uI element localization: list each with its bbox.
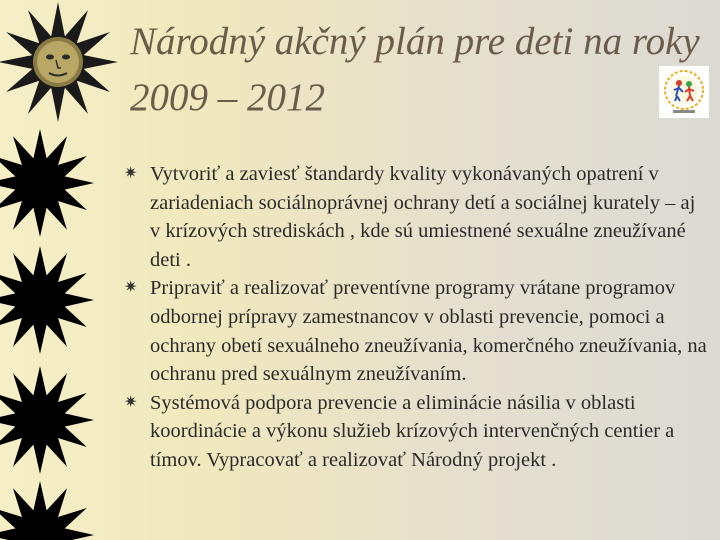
bullet-text: Pripraviť a realizovať preventívne programy vrátane programov odbornej prípravy zamestnancov v oblasti prevencie, pomoci a ochrany obetí sexuálneho zneužívania, komerčného zneužívania, na ochranu pred sexuálnym zneužívaním. <box>150 277 707 386</box>
asterisk-bullet-icon: ✷ <box>124 393 138 411</box>
bullet-item <box>124 274 708 388</box>
sun-decoration-svg <box>0 0 118 540</box>
sun-icon <box>0 481 94 540</box>
bullet-text: Systémová podpora prevencie a eliminácie násilia v oblasti koordinácie a výkonu služieb krízových intervenčných centier a tímov. Vypracovať a realizovať Národný projekt . <box>150 391 675 471</box>
asterisk-bullet-icon: ✷ <box>124 165 138 182</box>
sun-icon <box>0 129 94 237</box>
bullet-text: Vytvoriť a zaviesť štandardy kvality vykonávaných opatrení v zariadeniach sociálnoprávnej ochrany detí a sociálnej kuratelу – aj v krízových strediskách , kde sú umiestnené sexuálne zneužívané deti . <box>150 163 696 271</box>
sun-decoration-band <box>0 0 118 540</box>
sun-icon <box>0 366 94 474</box>
sun-face-icon <box>0 2 118 122</box>
slide-content <box>124 160 708 540</box>
slide-title: Národný akčný plán pre deti na roky 2009 – 2012 <box>130 20 700 119</box>
bullet-list <box>124 160 708 475</box>
sun-icon <box>0 246 94 354</box>
bullet-item <box>124 160 708 274</box>
bullet-item <box>124 389 708 475</box>
children-logo-icon <box>659 66 709 118</box>
asterisk-bullet-icon: ✷ <box>124 279 138 297</box>
